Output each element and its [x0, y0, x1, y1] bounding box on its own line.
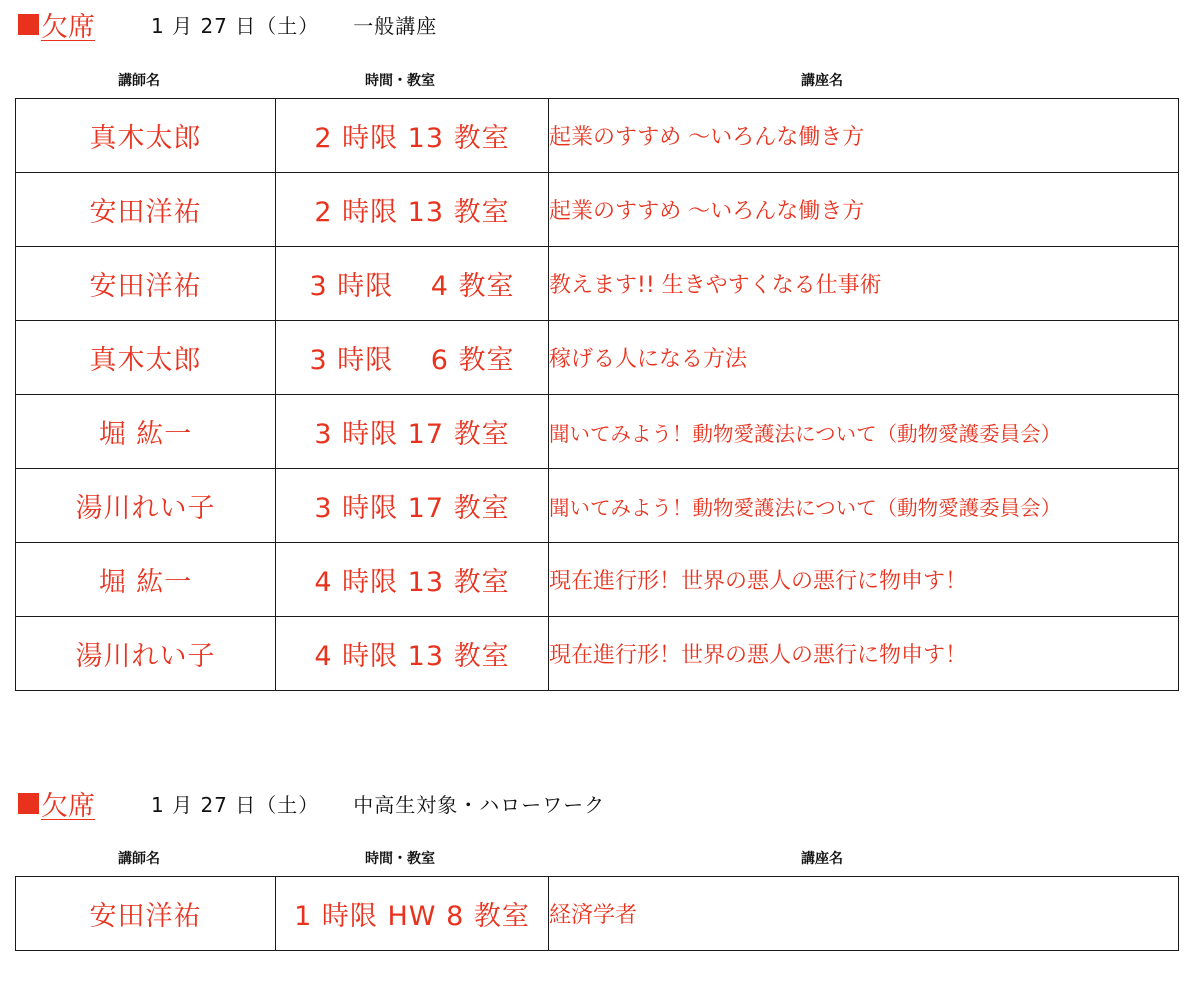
instructor-cell: 湯川れい子: [16, 617, 276, 691]
section-heading: [18, 4, 437, 44]
table-row: [16, 543, 1179, 617]
date-label: 1 月 27 日（土）: [151, 13, 320, 38]
table-row: [16, 395, 1179, 469]
table-row: [16, 173, 1179, 247]
table-row: [16, 321, 1179, 395]
time-room-cell: 3 時限 6 教室: [276, 321, 549, 395]
instructor-cell: 堀 紘一: [16, 395, 276, 469]
column-header-instructor: 講師名: [118, 73, 160, 89]
column-header-course: 講座名: [801, 851, 843, 867]
table-row: [16, 877, 1179, 951]
time-room-cell: 2 時限 13 教室: [276, 99, 549, 173]
instructor-cell: 真木太郎: [16, 321, 276, 395]
time-room-cell: 1 時限 HW 8 教室: [276, 877, 549, 951]
section-heading: [18, 783, 605, 823]
course-cell: 聞いてみよう！動物愛護法について（動物愛護委員会）: [549, 395, 1179, 469]
table-row: [16, 469, 1179, 543]
time-room-cell: 3 時限 4 教室: [276, 247, 549, 321]
instructor-cell: 安田洋祐: [16, 173, 276, 247]
time-room-cell: 3 時限 17 教室: [276, 469, 549, 543]
column-header-course: 講座名: [801, 73, 843, 89]
course-cell: 教えます!! 生きやすくなる仕事術: [549, 247, 1179, 321]
table-row: [16, 617, 1179, 691]
absence-label: 欠席: [41, 11, 95, 43]
red-square-icon: [18, 14, 39, 35]
course-cell: 経済学者: [549, 877, 1179, 951]
time-room-cell: 4 時限 13 教室: [276, 617, 549, 691]
column-header-instructor: 講師名: [118, 851, 160, 867]
column-header-time-room: 時間・教室: [365, 73, 435, 89]
category-label: 中高生対象・ハローワーク: [353, 792, 606, 817]
course-cell: 現在進行形！世界の悪人の悪行に物申す！: [549, 543, 1179, 617]
category-label: 一般講座: [353, 13, 438, 38]
course-cell: 稼げる人になる方法: [549, 321, 1179, 395]
table-row: [16, 99, 1179, 173]
schedule-table: [15, 98, 1179, 691]
instructor-cell: 湯川れい子: [16, 469, 276, 543]
course-cell: 現在進行形！世界の悪人の悪行に物申す！: [549, 617, 1179, 691]
time-room-cell: 2 時限 13 教室: [276, 173, 549, 247]
instructor-cell: 安田洋祐: [16, 877, 276, 951]
time-room-cell: 3 時限 17 教室: [276, 395, 549, 469]
course-cell: 起業のすすめ ～いろんな働き方: [549, 173, 1179, 247]
red-square-icon: [18, 793, 39, 814]
absence-label: 欠席: [41, 790, 95, 822]
instructor-cell: 安田洋祐: [16, 247, 276, 321]
course-cell: 聞いてみよう！動物愛護法について（動物愛護委員会）: [549, 469, 1179, 543]
schedule-table: [15, 876, 1179, 951]
date-label: 1 月 27 日（土）: [151, 792, 320, 817]
instructor-cell: 堀 紘一: [16, 543, 276, 617]
time-room-cell: 4 時限 13 教室: [276, 543, 549, 617]
table-row: [16, 247, 1179, 321]
instructor-cell: 真木太郎: [16, 99, 276, 173]
course-cell: 起業のすすめ ～いろんな働き方: [549, 99, 1179, 173]
column-header-time-room: 時間・教室: [365, 851, 435, 867]
